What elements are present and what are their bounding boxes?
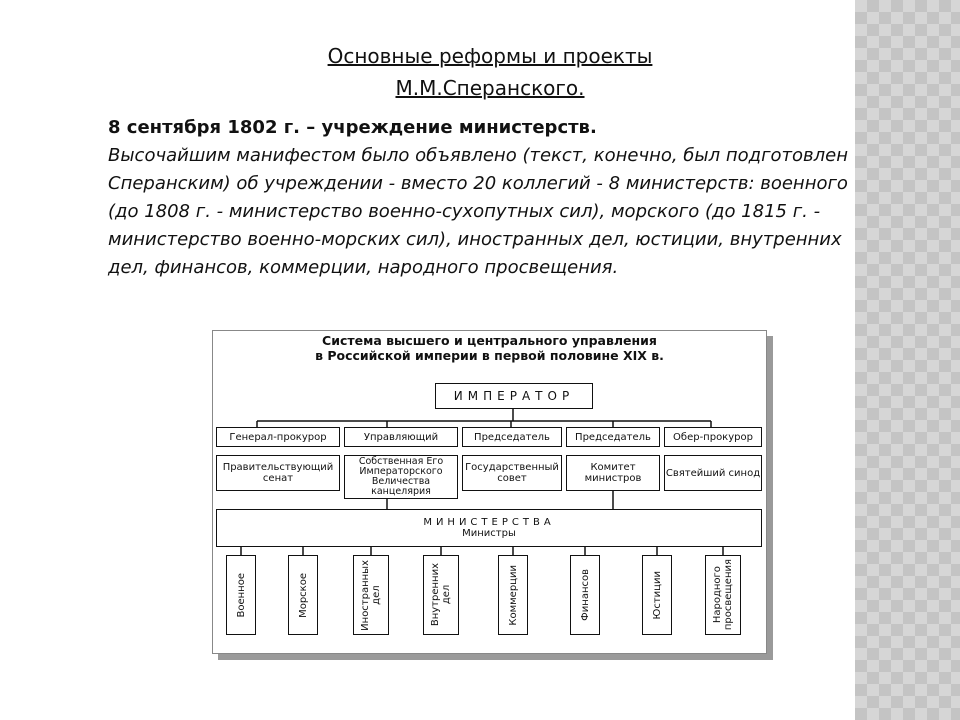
ministry-label-8: Народного просвещения (712, 559, 734, 631)
emperor-box: ИМПЕРАТОР (435, 383, 593, 409)
head-box-4: Председатель (566, 427, 660, 447)
body-box-synod: Святейший синод (664, 455, 762, 491)
diagram-title-line1: Система высшего и центрального управления (322, 333, 657, 348)
ministry-box-3 (353, 555, 389, 635)
body-box-committee: Комитет министров (566, 455, 660, 491)
ministry-box-7 (642, 555, 672, 635)
ministry-box-6 (570, 555, 600, 635)
ministries-subtitle: Министры (462, 528, 516, 539)
body-box-senate: Правительствующий сенат (216, 455, 340, 491)
ministry-box-2 (288, 555, 318, 635)
ministries-title: МИНИСТЕРСТВА (423, 517, 555, 528)
body-box-chancellery: Собственная Его Императорского Величества канцелярия (344, 455, 458, 499)
ministry-label-7: Юстиции (651, 570, 663, 620)
diagram-title-line2: в Российской империи в первой половине XIX в. (315, 348, 664, 363)
ministry-label-2: Морское (297, 572, 309, 618)
ministries-bar (216, 509, 762, 547)
government-structure-diagram (212, 330, 767, 654)
ministry-box-8 (705, 555, 741, 635)
slide-title-line2: М.М.Сперанского. (395, 76, 585, 100)
diagram-title (223, 333, 756, 363)
ministry-box-4 (423, 555, 459, 635)
head-box-2: Управляющий (344, 427, 458, 447)
ministry-label-1: Военное (235, 572, 247, 618)
head-box-3: Председатель (462, 427, 562, 447)
date-line: 8 сентября 1802 г. – учреждение министерств. (108, 117, 597, 138)
ministry-label-3: Иностранных дел (360, 559, 382, 631)
slide-title (200, 40, 780, 104)
body-text: Высочайшим манифестом было объявлено (текст, конечно, был подготовлен Сперанским) об учреждении - вместо 20 коллегий - 8 министерств: военного (до 1808 г. - министерство военно-сухопутных сил), морского (до 1815 г. - министерство военно-морских сил), иностранных дел, юстиции, внутренних дел, финансов, коммерции, народного просвещения. (108, 145, 848, 278)
ministry-box-5 (498, 555, 528, 635)
slide-content (108, 114, 868, 282)
slide-title-line1: Основные реформы и проекты (327, 44, 653, 68)
ministry-label-5: Коммерции (507, 564, 519, 626)
ministry-label-4: Внутренних дел (430, 563, 452, 627)
body-box-state-council: Государственный совет (462, 455, 562, 491)
head-box-5: Обер-прокурор (664, 427, 762, 447)
side-decorative-pattern (855, 0, 960, 720)
ministry-label-6: Финансов (579, 569, 591, 621)
ministry-box-1 (226, 555, 256, 635)
head-box-1: Генерал-прокурор (216, 427, 340, 447)
